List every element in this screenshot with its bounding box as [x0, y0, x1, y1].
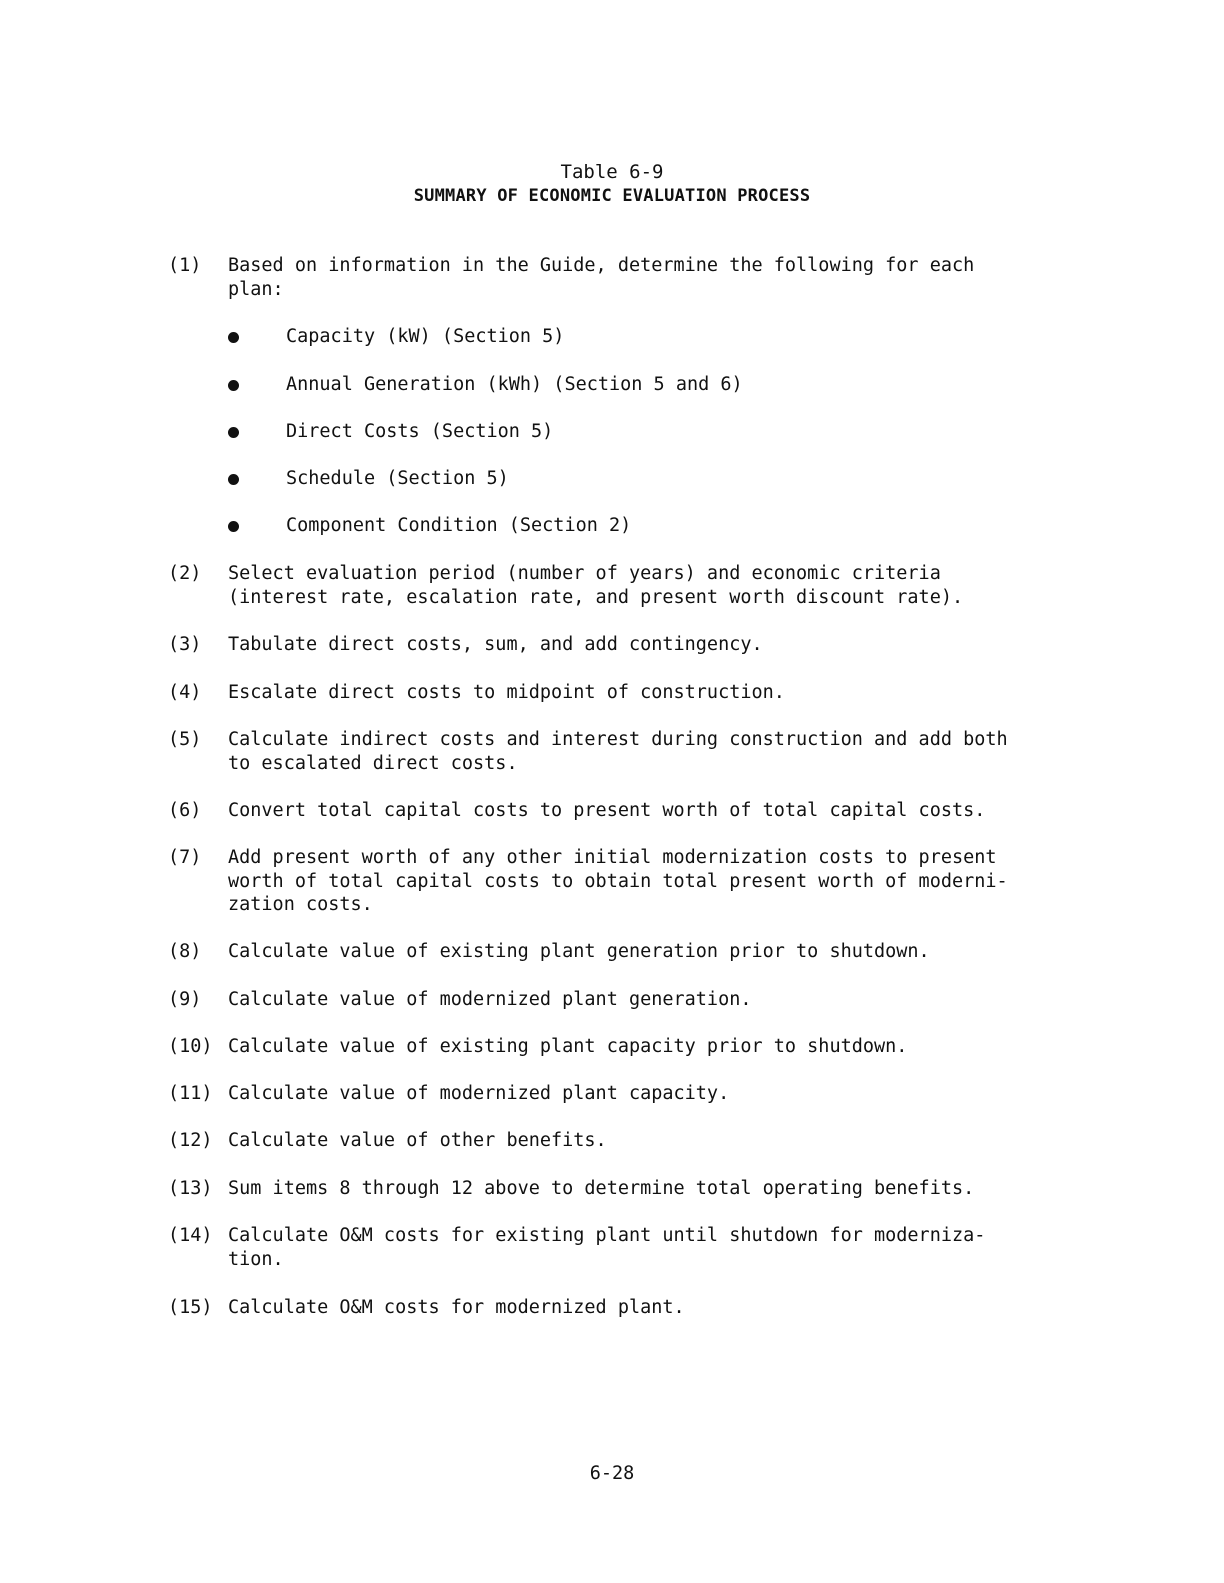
- bullet-item: [228, 420, 1028, 444]
- step-number: (8): [168, 941, 202, 962]
- step-text: Calculate value of other benefits.: [228, 1130, 607, 1151]
- page-number: 6-28: [589, 1463, 635, 1484]
- step-number: (6): [168, 800, 202, 821]
- list-item-step-4: [168, 681, 1068, 705]
- step-text: Calculate value of existing plant generation prior to shutdown.: [228, 941, 930, 962]
- step-text: Escalate direct costs to midpoint of construction.: [228, 682, 785, 703]
- step-text: Sum items 8 through 12 above to determine total operating benefits.: [228, 1178, 975, 1199]
- list-item-step-10: [168, 1035, 1068, 1059]
- step-text: Add present worth of any other initial modernization costs to present worth of total capital costs to obtain total present worth of moderni- zation costs.: [228, 847, 1008, 915]
- step-number: (11): [168, 1083, 213, 1104]
- list-item-step-6: [168, 799, 1068, 823]
- step-text: Calculate value of modernized plant capacity.: [228, 1083, 730, 1104]
- step-text: Based on information in the Guide, determine the following for each plan:: [228, 255, 975, 300]
- bullet-icon: [228, 427, 239, 438]
- list-item-step-9: [168, 988, 1068, 1012]
- step-text: Calculate value of existing plant capacity prior to shutdown.: [228, 1036, 908, 1057]
- step-number: (14): [168, 1225, 213, 1246]
- list-item-step-12: [168, 1129, 1068, 1153]
- bullet-icon: [228, 380, 239, 391]
- step-number: (13): [168, 1178, 213, 1199]
- step-number: (1): [168, 255, 202, 276]
- step-text: Calculate value of modernized plant generation.: [228, 989, 752, 1010]
- step-number: (2): [168, 563, 202, 584]
- bullet-text: Annual Generation (kWh) (Section 5 and 6): [286, 374, 743, 395]
- step-text: Calculate O&M costs for modernized plant.: [228, 1297, 685, 1318]
- step-number: (3): [168, 634, 202, 655]
- step-number: (9): [168, 989, 202, 1010]
- bullet-text: Direct Costs (Section 5): [286, 421, 554, 442]
- bullet-icon: [228, 474, 239, 485]
- list-item-step-13: [168, 1177, 1068, 1201]
- bullet-item: [228, 325, 1028, 349]
- step-text: Calculate indirect costs and interest during construction and add both to escalated direct costs.: [228, 729, 1008, 774]
- list-item-step-14: [168, 1224, 1068, 1271]
- bullet-item: [228, 373, 1028, 397]
- step-text: Calculate O&M costs for existing plant until shutdown for moderniza- tion.: [228, 1225, 986, 1270]
- list-item-step-15: [168, 1296, 1068, 1320]
- step-text: Tabulate direct costs, sum, and add contingency.: [228, 634, 763, 655]
- page-title: SUMMARY OF ECONOMIC EVALUATION PROCESS: [413, 186, 811, 206]
- step-number: (10): [168, 1036, 213, 1057]
- list-item-step-11: [168, 1082, 1068, 1106]
- step-number: (5): [168, 729, 202, 750]
- step-number: (12): [168, 1130, 213, 1151]
- list-item-step-8: [168, 940, 1068, 964]
- bullet-icon: [228, 521, 239, 532]
- bullet-text: Schedule (Section 5): [286, 468, 509, 489]
- table-label: Table 6-9: [560, 161, 664, 183]
- list-item-step-1: [168, 254, 1068, 301]
- bullet-icon: [228, 332, 239, 343]
- list-item-step-2: [168, 562, 1068, 609]
- bullet-text: Capacity (kW) (Section 5): [286, 326, 565, 347]
- bullet-item: [228, 514, 1028, 538]
- step-number: (4): [168, 682, 202, 703]
- step-text: Select evaluation period (number of years) and economic criteria (interest rate, escalation rate, and present worth discount rate).: [228, 563, 964, 608]
- list-item-step-7: [168, 846, 1068, 917]
- bullet-text: Component Condition (Section 2): [286, 515, 632, 536]
- step-number: (7): [168, 847, 202, 868]
- bullet-item: [228, 467, 1028, 491]
- step-number: (15): [168, 1297, 213, 1318]
- list-item-step-5: [168, 728, 1068, 775]
- step-text: Convert total capital costs to present worth of total capital costs.: [228, 800, 986, 821]
- list-item-step-3: [168, 633, 1068, 657]
